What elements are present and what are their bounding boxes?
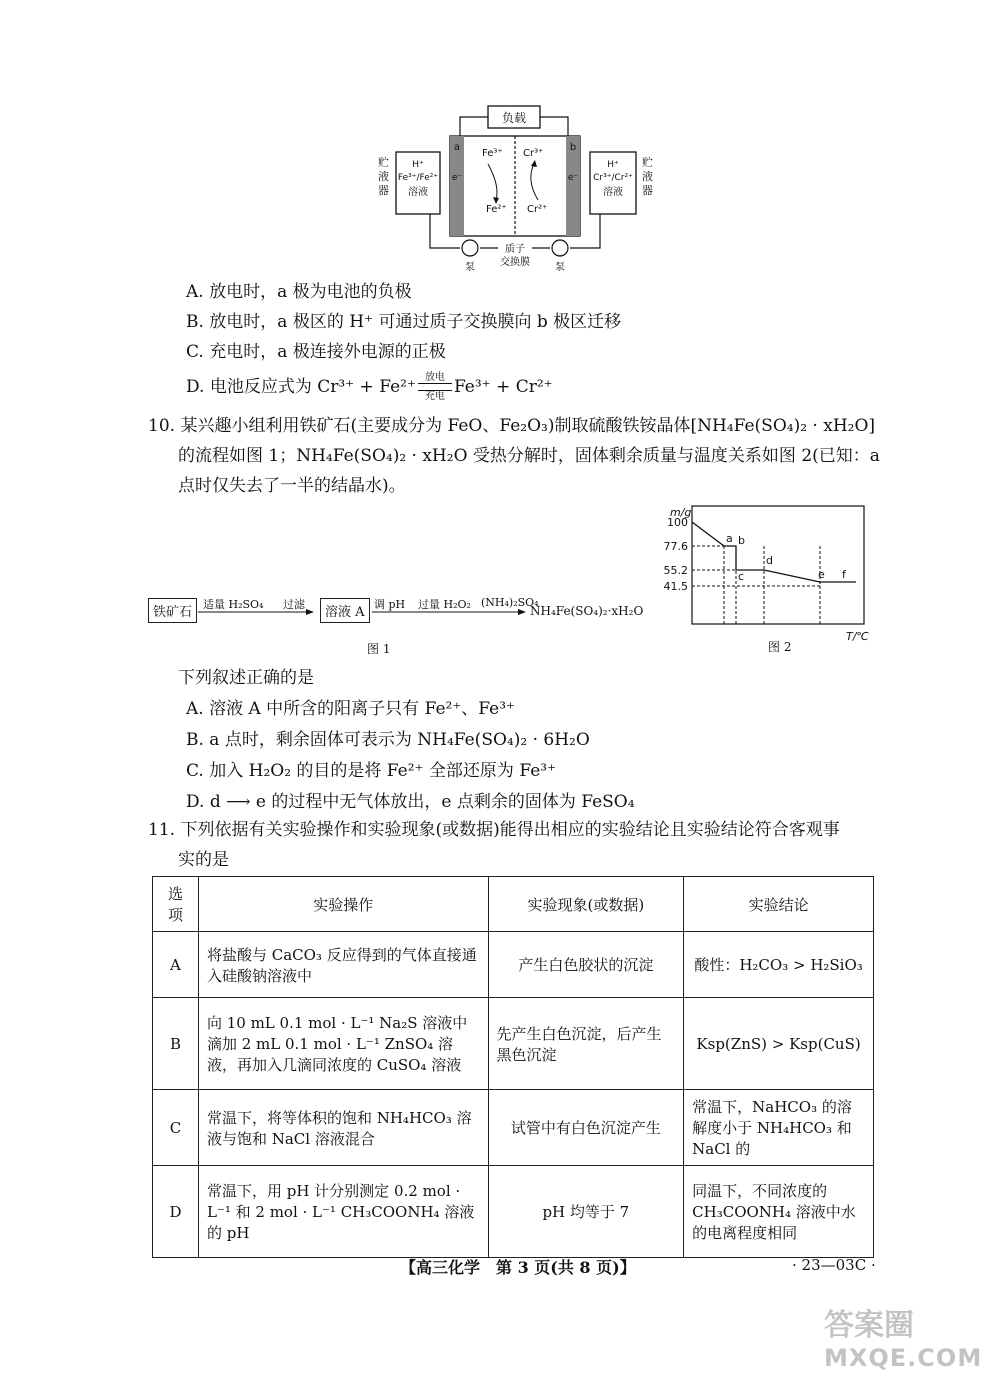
table-row: B 向 10 mL 0.1 mol · L⁻¹ Na₂S 溶液中滴加 2 mL 0.1 mol · L⁻¹ ZnSO₄ 溶液，再加入几滴同浓度的 CuSO₄ 溶液 先产生白色沉淀，后产生黑色沉淀 Ksp(ZnS) > Ksp(CuS) [153, 998, 874, 1090]
svg-text:a: a [453, 142, 461, 153]
point-label: b [738, 534, 745, 547]
footer-code: · 23—03C · [792, 1256, 876, 1274]
point-label: f [842, 568, 846, 581]
svg-text:溶液: 溶液 [408, 187, 428, 198]
flow-battery-diagram [370, 100, 660, 275]
point-label: e [818, 568, 825, 581]
q10-option-b: B. a 点时，剩余固体可表示为 NH₄Fe(SO₄)₂ · 6H₂O [186, 730, 590, 750]
fig1-caption: 图 1 [367, 642, 391, 656]
footer-page-info: 【高三化学 第 3 页(共 8 页)】 [400, 1258, 636, 1277]
point-label: a [726, 532, 733, 545]
pump-left-icon [462, 240, 478, 256]
point-label: c [738, 570, 745, 583]
svg-text:Cr²⁺: Cr²⁺ [527, 204, 548, 215]
svg-text:器: 器 [642, 184, 653, 197]
svg-text:Fe³⁺/Fe²⁺: Fe³⁺/Fe²⁺ [397, 173, 439, 183]
svg-text:贮: 贮 [642, 156, 653, 169]
q10-stem-line1: 10. 某兴趣小组利用铁矿石(主要成分为 FeO、Fe₂O₃)制取硫酸铁铵晶体[NH₄Fe(SO₄)₂ · xH₂O] [148, 416, 876, 436]
table-header-row [153, 877, 874, 932]
svg-text:液: 液 [642, 170, 653, 183]
q9-option-a: A. 放电时，a 极为电池的负极 [186, 282, 412, 302]
mass-temperature-graph [660, 500, 880, 645]
svg-text:e⁻: e⁻ [451, 173, 463, 183]
header-option: 选项 [153, 877, 199, 932]
flowchart-fig1: 铁矿石 适量 H₂SO₄ 过滤 溶液 A 调 pH 过量 H₂O₂ (NH₄)₂SO₄ NH₄Fe(SO₄)₂·xH₂O [148, 590, 668, 630]
svg-text:溶液: 溶液 [603, 187, 623, 198]
q10-option-d: D. d ⟶ e 的过程中无气体放出，e 点剩余的固体为 FeSO₄ [186, 792, 635, 812]
svg-text:质子: 质子 [505, 244, 525, 255]
svg-text:液: 液 [378, 170, 389, 183]
q11-table [152, 876, 874, 1258]
svg-text:交换膜: 交换膜 [500, 257, 530, 268]
q11-stem-line2: 实的是 [178, 850, 229, 870]
fig2-caption: 图 2 [768, 640, 792, 654]
y-tick-label: 41.5 [663, 580, 688, 593]
table-row: D 常温下，用 pH 计分别测定 0.2 mol · L⁻¹ 和 2 mol · L⁻¹ CH₃COONH₄ 溶液的 pH pH 均等于 7 同温下，不同浓度的 CH₃COONH₄ 溶液中水的电离程度相同 [153, 1166, 874, 1258]
x-axis-label: T/℃ [846, 630, 869, 643]
load-label: 负载 [501, 111, 527, 125]
svg-text:H⁺: H⁺ [607, 160, 619, 170]
svg-text:贮: 贮 [378, 156, 389, 169]
svg-text:器: 器 [378, 184, 389, 197]
y-axis-label: m/g [670, 506, 692, 519]
y-tick-label: 77.6 [663, 540, 688, 553]
header-observation: 实验现象(或数据) [488, 877, 684, 932]
q10-stem-line3: 点时仅失去了一半的结晶水)。 [178, 476, 406, 496]
svg-text:泵: 泵 [465, 262, 475, 273]
y-tick-label: 55.2 [663, 564, 688, 577]
svg-text:Cr³⁺: Cr³⁺ [523, 148, 544, 159]
pump-right-icon [552, 240, 568, 256]
svg-text:e⁻: e⁻ [567, 173, 579, 183]
watermark-logo: 答案圈 MXQE.COM [824, 1308, 983, 1372]
svg-text:Cr³⁺/Cr²⁺: Cr³⁺/Cr²⁺ [593, 173, 633, 183]
q10-option-a: A. 溶液 A 中所含的阳离子只有 Fe²⁺、Fe³⁺ [186, 699, 516, 719]
table-row: A 将盐酸与 CaCO₃ 反应得到的气体直接通入硅酸钠溶液中 产生白色胶状的沉淀 酸性：H₂CO₃ > H₂SiO₃ [153, 932, 874, 998]
svg-text:Fe³⁺: Fe³⁺ [482, 148, 503, 159]
q10-stem-line2: 的流程如图 1；NH₄Fe(SO₄)₂ · xH₂O 受热分解时，固体剩余质量与温度关系如图 2(已知：a [178, 446, 880, 466]
q9-option-d: D. 电池反应式为 Cr³⁺ + Fe²⁺ 放电 充电 Fe³⁺ + Cr²⁺ [186, 372, 553, 402]
q10-option-c: C. 加入 H₂O₂ 的目的是将 Fe²⁺ 全部还原为 Fe³⁺ [186, 761, 557, 781]
svg-text:b: b [569, 142, 577, 153]
svg-text:H⁺: H⁺ [412, 160, 424, 170]
q10-prompt: 下列叙述正确的是 [178, 668, 314, 688]
svg-text:Fe²⁺: Fe²⁺ [486, 204, 507, 215]
q9-option-c: C. 充电时，a 极连接外电源的正极 [186, 342, 446, 362]
graph-frame [692, 506, 864, 624]
q11-stem-line1: 11. 下列依据有关实验操作和实验现象(或数据)能得出相应的实验结论且实验结论符合客观事 [148, 820, 840, 840]
y-tick-label: 100 [667, 516, 688, 529]
q9-option-b: B. 放电时，a 极区的 H⁺ 可通过质子交换膜向 b 极区迁移 [186, 312, 622, 332]
table-row: C 常温下，将等体积的饱和 NH₄HCO₃ 溶液与饱和 NaCl 溶液混合 试管中有白色沉淀产生 常温下，NaHCO₃ 的溶解度小于 NH₄HCO₃ 和 NaCl 的 [153, 1090, 874, 1166]
header-conclusion: 实验结论 [684, 877, 874, 932]
svg-text:泵: 泵 [555, 262, 565, 273]
point-label: d [766, 554, 773, 567]
header-operation: 实验操作 [198, 877, 488, 932]
